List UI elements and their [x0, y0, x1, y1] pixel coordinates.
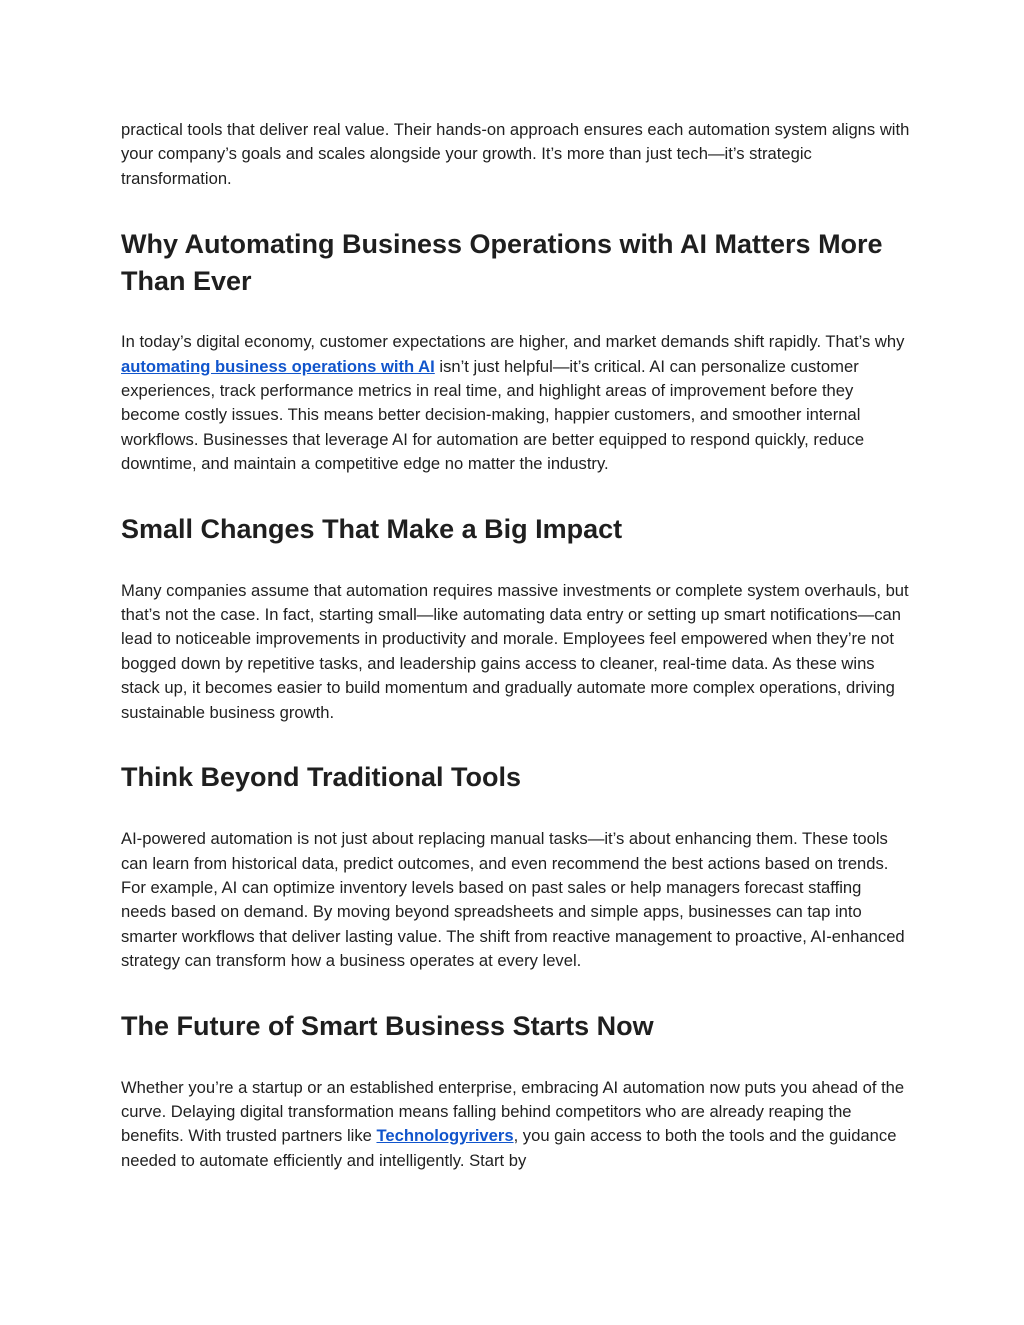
heading-why-automating: Why Automating Business Operations with AI Matters More Than Ever: [121, 229, 883, 297]
heading-future-smart-business: The Future of Smart Business Starts Now: [121, 1010, 654, 1041]
paragraph-why-text-before-link: In today’s digital economy, customer expectations are higher, and market demands shift rapidly. That’s why: [121, 332, 905, 352]
link-automating-business-operations[interactable]: automating business operations with AI: [121, 356, 435, 376]
paragraph-future-smart-business: [121, 1076, 911, 1174]
document-page: [121, 118, 911, 1173]
intro-paragraph: practical tools that deliver real value. Their hands-on approach ensures each automation system aligns with your company’s goals and scales alongside your growth. It’s more than just tech—it’s strategic transformation.: [121, 120, 910, 188]
paragraph-small-changes: Many companies assume that automation requires massive investments or complete system overhauls, but that’s not the case. In fact, starting small—like automating data entry or setting up smart notifications—can lead to noticeable improvements in productivity and morale. Employees feel empowered when they’re not bogged down by repetitive tasks, and leadership gains access to cleaner, real-time data. As these wins stack up, it becomes easier to build momentum and gradually automate more complex operations, driving sustainable business growth.: [121, 580, 909, 722]
heading-think-beyond: Think Beyond Traditional Tools: [121, 762, 522, 793]
paragraph-future-text-after-link: , you gain access to both the tools and the guidance needed to automate efficiently and intelligently. Start by: [121, 1126, 897, 1170]
paragraph-why-text-after-link: isn’t just helpful—it’s critical. AI can personalize customer experiences, track performance metrics in real time, and highlight areas of improvement before they become costly issues. This means better decision-making, happier customers, and smoother internal workflows. Businesses that leverage AI for automation are better equipped to respond quickly, reduce downtime, and maintain a competitive edge no matter the industry.: [121, 356, 865, 474]
link-technologyrivers[interactable]: Technologyrivers: [376, 1126, 514, 1146]
paragraph-think-beyond: AI-powered automation is not just about replacing manual tasks—it’s about enhancing them. These tools can learn from historical data, predict outcomes, and even recommend the best actions based on trends. For example, AI can optimize inventory levels based on past sales or help managers forecast staffing needs based on demand. By moving beyond spreadsheets and simple apps, businesses can tap into smarter workflows that deliver lasting value. The shift from reactive management to proactive, AI-enhanced strategy can transform how a business operates at every level.: [121, 829, 905, 971]
heading-small-changes: Small Changes That Make a Big Impact: [121, 513, 623, 544]
paragraph-why-automating: [121, 330, 911, 476]
paragraph-future-text-before-link: Whether you’re a startup or an established enterprise, embracing AI automation now puts you ahead of the curve. Delaying digital transformation means falling behind competitors who are already reaping the benefits. With trusted partners like: [121, 1077, 905, 1146]
